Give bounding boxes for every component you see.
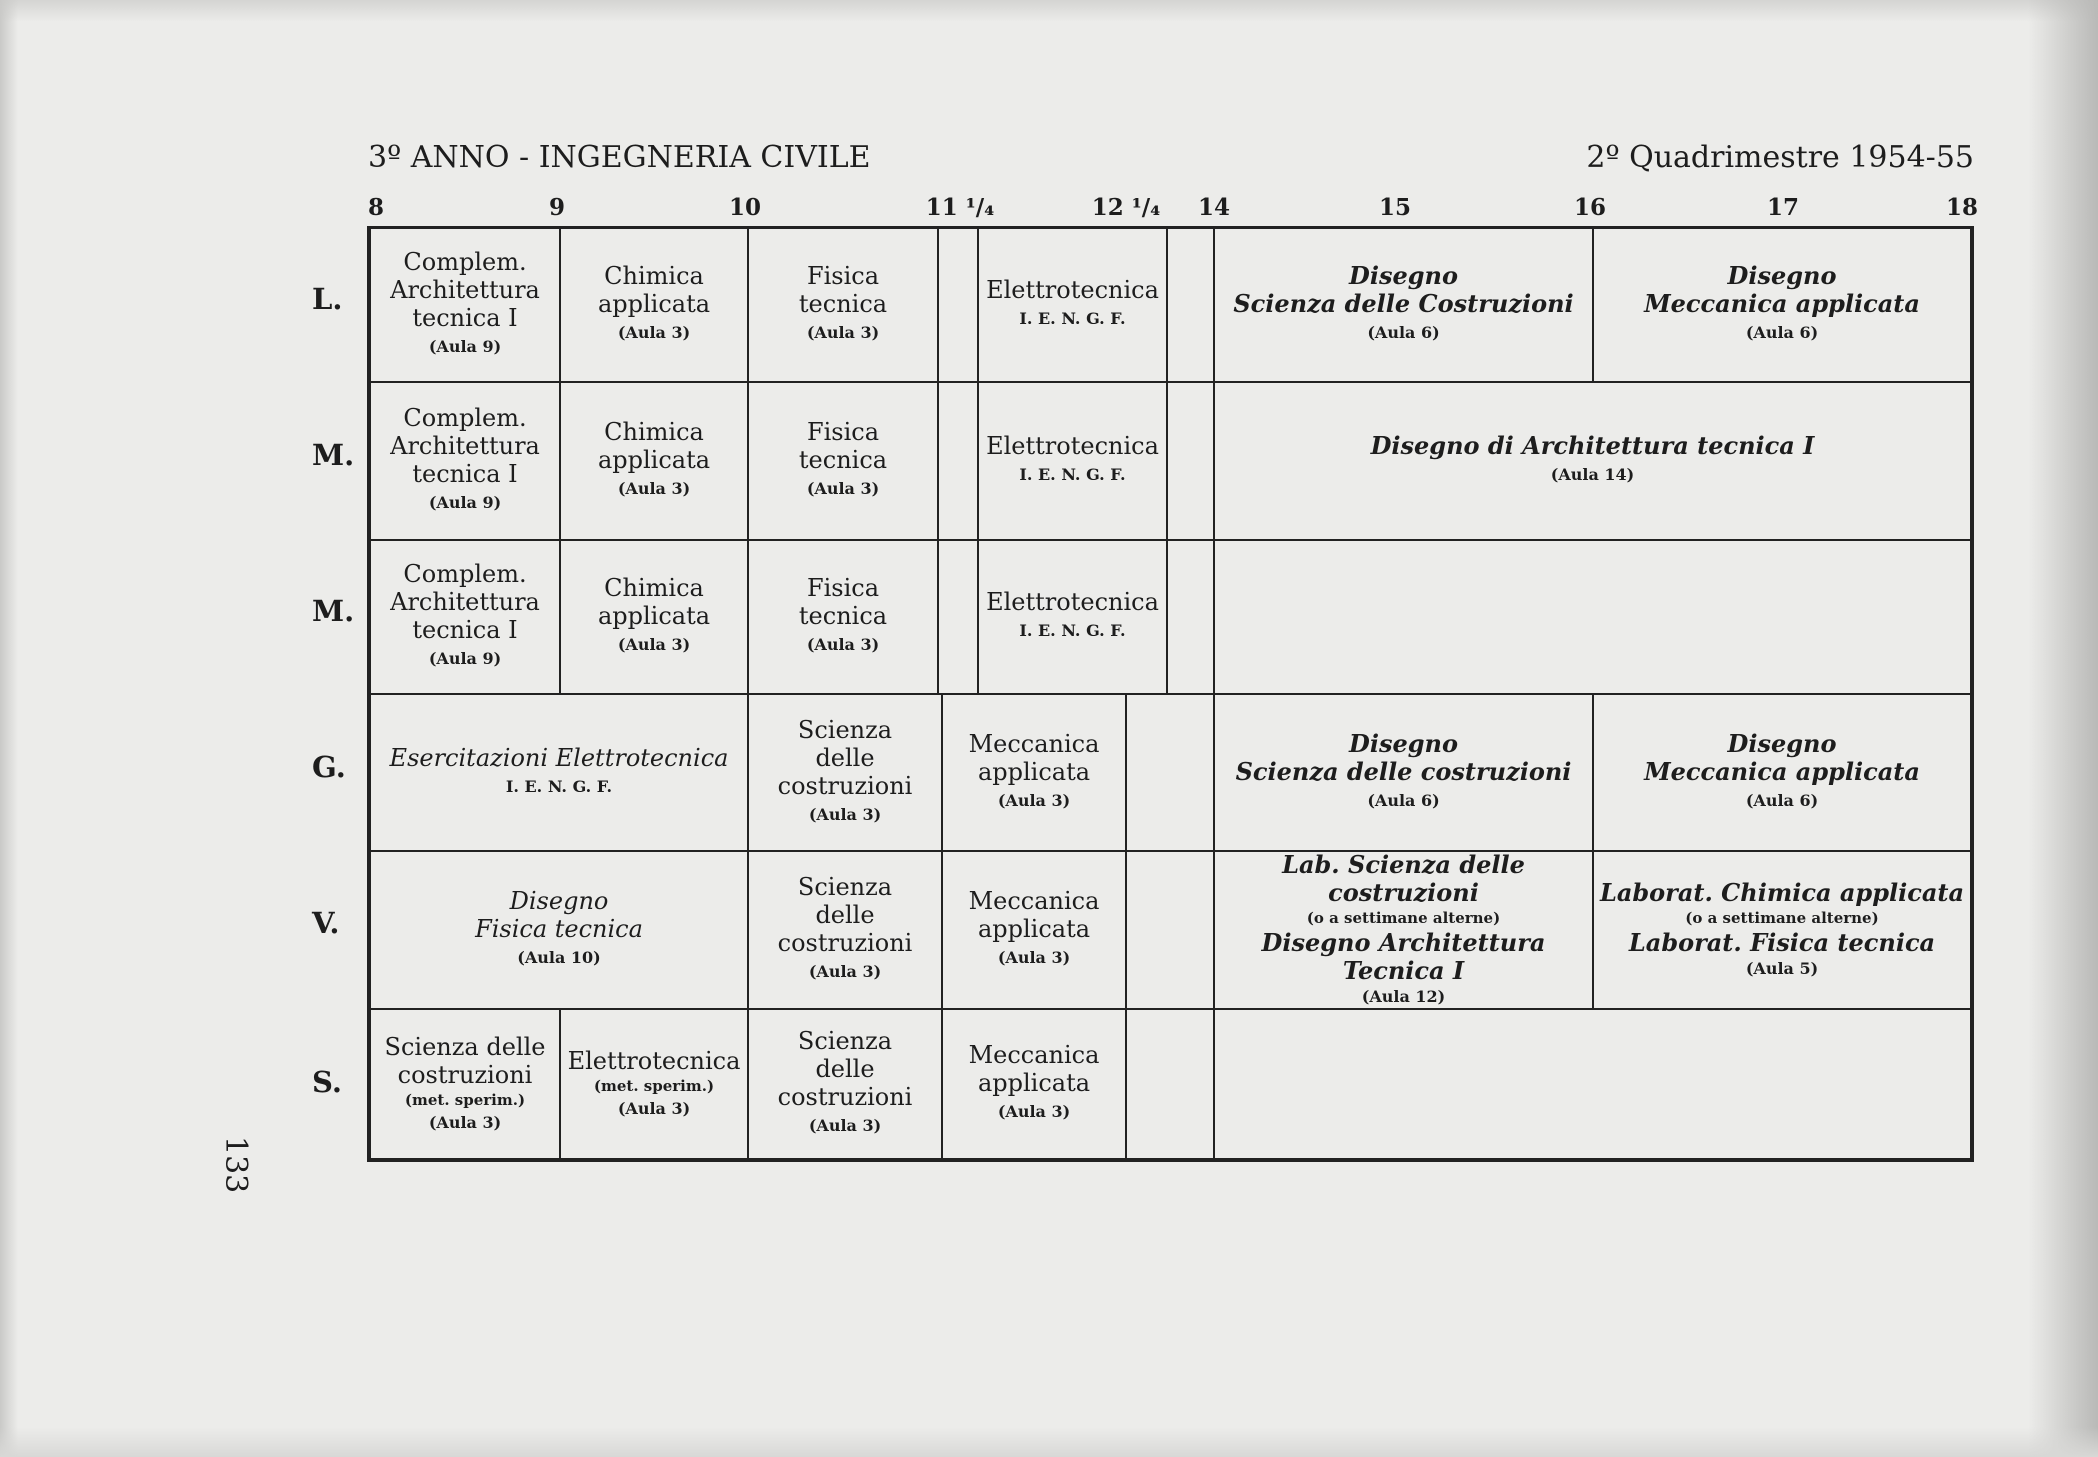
hour-label: 14 <box>1197 194 1231 221</box>
timetable-cell: Chimica applicata (Aula 3) <box>597 574 711 654</box>
timetable-cell: Elettrotecnica I. E. N. G. F. <box>986 588 1159 640</box>
timetable-cell: Lab. Scienza delle costruzioni (o a settimane alterne) Disegno Architettura Tecnica I (Aula 12) <box>1261 850 1546 1006</box>
timetable-cell: Meccanica applicata (Aula 3) <box>968 1041 1100 1121</box>
timetable-cell: Scienza delle costruzioni (Aula 3) <box>777 1027 913 1135</box>
hour-label: 11 ¹/₄ <box>925 194 995 221</box>
timetable-cell: Disegno Meccanica applicata (Aula 6) <box>1644 261 1920 342</box>
hour-label: 10 <box>728 194 762 221</box>
timetable-cell: Esercitazioni Elettrotecnica I. E. N. G. F. <box>389 743 729 796</box>
page-number: 133 <box>218 1136 253 1194</box>
timetable-cell: Elettrotecnica I. E. N. G. F. <box>986 276 1159 328</box>
timetable-cell: Elettrotecnica I. E. N. G. F. <box>986 432 1159 484</box>
day-label-saturday: S. <box>312 1065 343 1099</box>
timetable-cell: Scienza delle costruzioni (met. sperim.) (Aula 3) <box>384 1033 546 1132</box>
schedule-period: 2º Quadrimestre 1954-55 <box>1586 140 1974 175</box>
timetable-cell: Disegno Scienza delle costruzioni (Aula 6) <box>1235 728 1572 810</box>
timetable-cell: Fisica tecnica (Aula 3) <box>798 574 888 654</box>
hour-label: 12 ¹/₄ <box>1091 194 1161 221</box>
page-edge-top <box>0 0 2098 22</box>
timetable-cell: Chimica applicata (Aula 3) <box>597 262 711 342</box>
timetable-cell: Chimica applicata (Aula 3) <box>597 418 711 498</box>
day-label-tuesday: M. <box>312 438 355 472</box>
timetable-cell: Complem. Architettura tecnica I (Aula 9) <box>390 404 540 512</box>
hour-label: 15 <box>1378 194 1412 221</box>
timetable-cell: Complem. Architettura tecnica I (Aula 9) <box>390 248 540 356</box>
day-label-thursday: G. <box>312 750 346 784</box>
day-label-friday: V. <box>312 906 340 940</box>
timetable-cell: Complem. Architettura tecnica I (Aula 9) <box>390 560 540 668</box>
timetable-cell: Disegno Meccanica applicata (Aula 6) <box>1644 728 1920 810</box>
timetable-cell: Meccanica applicata (Aula 3) <box>968 887 1100 967</box>
timetable-cell: Elettrotecnica (met. sperim.) (Aula 3) <box>567 1047 741 1118</box>
timetable-cell: Scienza delle costruzioni (Aula 3) <box>777 873 913 981</box>
page-edge-left <box>0 0 18 1457</box>
hour-label: 16 <box>1573 194 1607 221</box>
timetable-cell: Disegno di Architettura tecnica I (Aula 14) <box>1370 431 1815 484</box>
hour-label: 18 <box>1945 194 1979 221</box>
timetable-cell: Laborat. Chimica applicata (o a settimane alterne) Laborat. Fisica tecnica (Aula 5) <box>1599 878 1965 978</box>
hour-label: 9 <box>548 194 566 221</box>
timetable-cell: Fisica tecnica (Aula 3) <box>798 418 888 498</box>
page-edge-right <box>2028 0 2098 1457</box>
day-label-monday: L. <box>312 282 343 316</box>
timetable-cell: Disegno Fisica tecnica (Aula 10) <box>475 887 643 967</box>
day-label-wednesday: M. <box>312 594 355 628</box>
page-edge-bottom <box>0 1427 2098 1457</box>
schedule-title: 3º ANNO - INGEGNERIA CIVILE <box>368 140 871 175</box>
hour-label: 8 <box>367 194 385 221</box>
timetable-cell: Fisica tecnica (Aula 3) <box>798 262 888 342</box>
timetable-cell: Meccanica applicata (Aula 3) <box>968 729 1100 810</box>
hour-label: 17 <box>1766 194 1800 221</box>
timetable-cell: Scienza delle costruzioni (Aula 3) <box>777 715 913 824</box>
timetable-cell: Disegno Scienza delle Costruzioni (Aula 6) <box>1233 261 1574 342</box>
